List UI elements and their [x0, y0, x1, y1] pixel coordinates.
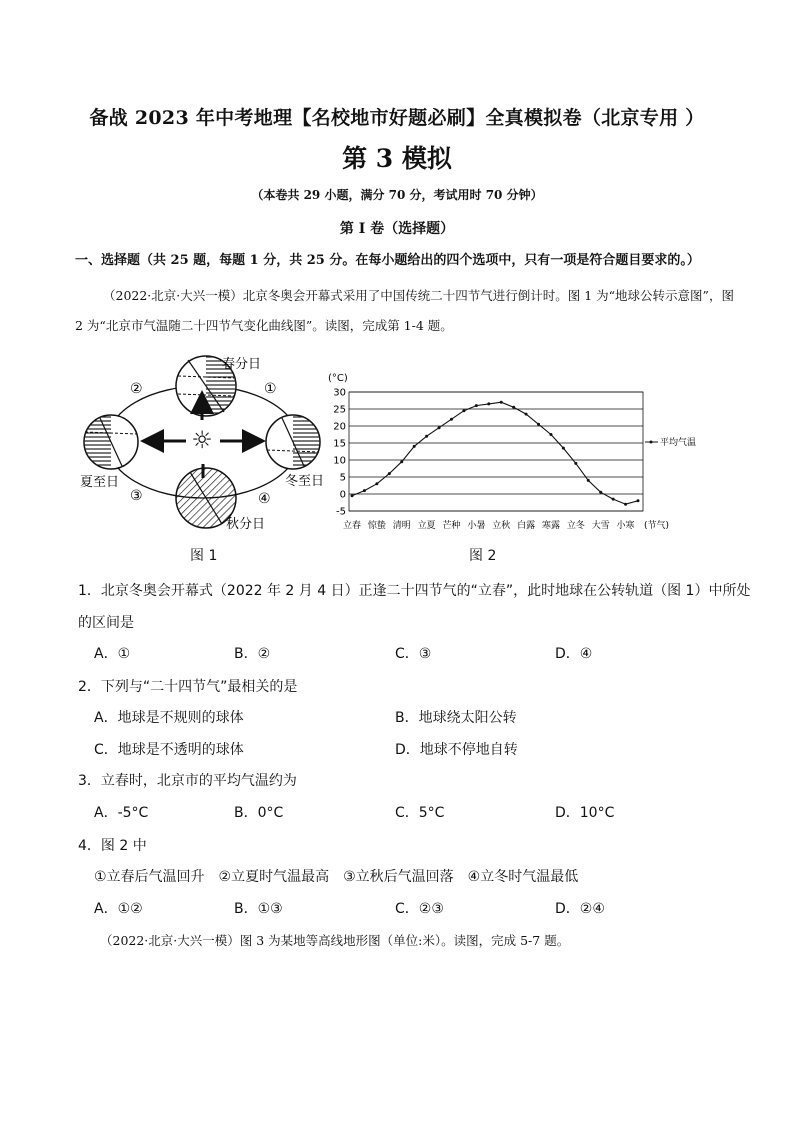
figure1-caption: 图 1: [190, 548, 218, 564]
q3-option-b[interactable]: B．0°C: [234, 805, 284, 821]
label-summer: 夏至日: [80, 475, 120, 490]
label-spring: 春分日: [222, 357, 262, 372]
data-point: [413, 445, 416, 448]
data-point: [400, 460, 403, 463]
data-point: [487, 402, 490, 405]
x-tick-label: 大雪: [591, 521, 610, 531]
data-point: [363, 489, 366, 492]
x-axis-suffix: (节气): [644, 521, 670, 531]
y-tick-label: 10: [333, 455, 346, 467]
x-tick-label: 惊蛰: [367, 521, 386, 531]
q4-statements: ①立春后气温回升 ②立夏时气温最高 ③立秋后气温回落 ④立冬时气温最低: [94, 869, 579, 885]
part1-intro: （2022·北京·大兴一模）北京冬奥会开幕式采用了中国传统二十四节气进行倒计时。图 1 为“地球公转示意图”，图 2 为“北京市气温随二十四节气变化曲线图”。读图，完成第 1-4 题。: [75, 288, 734, 333]
x-tick-label: 小暑: [467, 521, 486, 531]
figure2-temperature-chart: [325, 368, 725, 538]
data-point: [462, 409, 465, 412]
x-tick-label: 清明: [392, 521, 411, 531]
data-point: [537, 423, 540, 426]
data-point: [587, 479, 590, 482]
data-point: [612, 498, 615, 501]
q1-option-a[interactable]: A．①: [94, 646, 131, 662]
earth-summer: [84, 415, 138, 469]
orbit-mark-3: ③: [130, 488, 143, 504]
orbit-mark-2: ②: [130, 381, 143, 397]
q3-option-d[interactable]: D．10°C: [555, 805, 615, 821]
q1-stem-line1: 1．北京冬奥会开幕式（2022 年 2 月 4 日）正逢二十四节气的“立春”，此时地球在公转轨道（图 1）中所处: [78, 583, 751, 599]
figure1-orbit-diagram: [78, 348, 338, 538]
series-line-avg-temp: [352, 402, 638, 504]
x-tick-label: 立春: [342, 521, 362, 531]
q2-option-c[interactable]: C．地球是不透明的球体: [94, 742, 244, 758]
part1-heading: 一、选择题（共 25 题，每题 1 分，共 25 分。在每小题给出的四个选项中，只有一项是符合题目要求的。）: [75, 253, 700, 268]
data-point: [637, 499, 640, 502]
earth-winter: [266, 415, 320, 469]
y-tick-label: 30: [333, 387, 346, 399]
chart-legend-label: 平均气温: [660, 438, 697, 448]
label-autumn: 秋分日: [226, 517, 266, 532]
q3-option-a[interactable]: A．-5°C: [94, 805, 149, 821]
q4-option-d[interactable]: D．②④: [555, 901, 605, 917]
chart-unit-label: (°C): [328, 373, 348, 384]
x-tick-label: 立秋: [492, 521, 511, 531]
document-title: 备战 2023 年中考地理【名校地市好题必刷】全真模拟卷（北京专用 ）: [89, 107, 705, 129]
part2-intro: （2022·北京·大兴一模）图 3 为某地等高线地形图（单位:米）。读图，完成 5-7 题。: [100, 933, 570, 948]
data-point: [549, 433, 552, 436]
label-winter: 冬至日: [285, 474, 325, 489]
exam-note: （本卷共 29 小题，满分 70 分，考试用时 70 分钟）: [251, 188, 543, 202]
q2-stem: 2．下列与“二十四节气”最相关的是: [78, 679, 298, 695]
q3-option-c[interactable]: C．5°C: [395, 805, 445, 821]
x-tick-label: 芒种: [442, 521, 461, 531]
q1-option-b[interactable]: B．②: [234, 646, 271, 662]
x-tick-label: 小寒: [616, 521, 635, 531]
y-tick-label: 0: [339, 489, 346, 501]
data-point: [438, 426, 441, 429]
section-title: 第 I 卷（选择题）: [339, 221, 455, 237]
q1-stem-line2: 的区间是: [78, 615, 134, 631]
data-point: [475, 404, 478, 407]
data-point: [450, 418, 453, 421]
y-tick-label: 25: [333, 404, 346, 416]
data-point: [562, 447, 565, 450]
q4-stem: 4．图 2 中: [78, 838, 147, 854]
data-point: [512, 406, 515, 409]
x-tick-label: 寒露: [541, 521, 560, 531]
y-tick-label: 15: [333, 438, 346, 450]
data-point: [599, 491, 602, 494]
sun-icon: ☼: [191, 426, 213, 454]
q2-option-d[interactable]: D．地球不停地自转: [395, 742, 518, 758]
data-point: [351, 494, 354, 497]
y-tick-label: 5: [339, 472, 346, 484]
q4-option-c[interactable]: C．②③: [395, 901, 444, 917]
q2-option-a[interactable]: A．地球是不规则的球体: [94, 710, 244, 726]
orbit-mark-1: ①: [264, 381, 277, 397]
data-point: [500, 401, 503, 404]
q1-option-c[interactable]: C．③: [395, 646, 432, 662]
q1-option-d[interactable]: D．④: [555, 646, 593, 662]
figure2-caption: 图 2: [469, 548, 497, 564]
x-tick-label: 白露: [517, 521, 536, 531]
data-point: [425, 435, 428, 438]
q4-option-a[interactable]: A．①②: [94, 901, 143, 917]
y-tick-label: 20: [333, 421, 346, 433]
orbit-mark-4: ④: [258, 491, 271, 507]
plot-frame: [349, 392, 643, 511]
exam-title: 第 3 模拟: [342, 144, 452, 173]
y-tick-label: -5: [336, 506, 346, 518]
q3-stem: 3．立春时，北京市的平均气温约为: [78, 773, 297, 789]
x-tick-label: 立冬: [566, 521, 585, 531]
q4-option-b[interactable]: B．①③: [234, 901, 283, 917]
data-point: [574, 462, 577, 465]
data-point: [375, 482, 378, 485]
x-tick-label: 立夏: [417, 521, 436, 531]
data-point: [388, 472, 391, 475]
data-point: [525, 413, 528, 416]
data-point: [624, 503, 627, 506]
q2-option-b[interactable]: B．地球绕太阳公转: [395, 710, 517, 726]
